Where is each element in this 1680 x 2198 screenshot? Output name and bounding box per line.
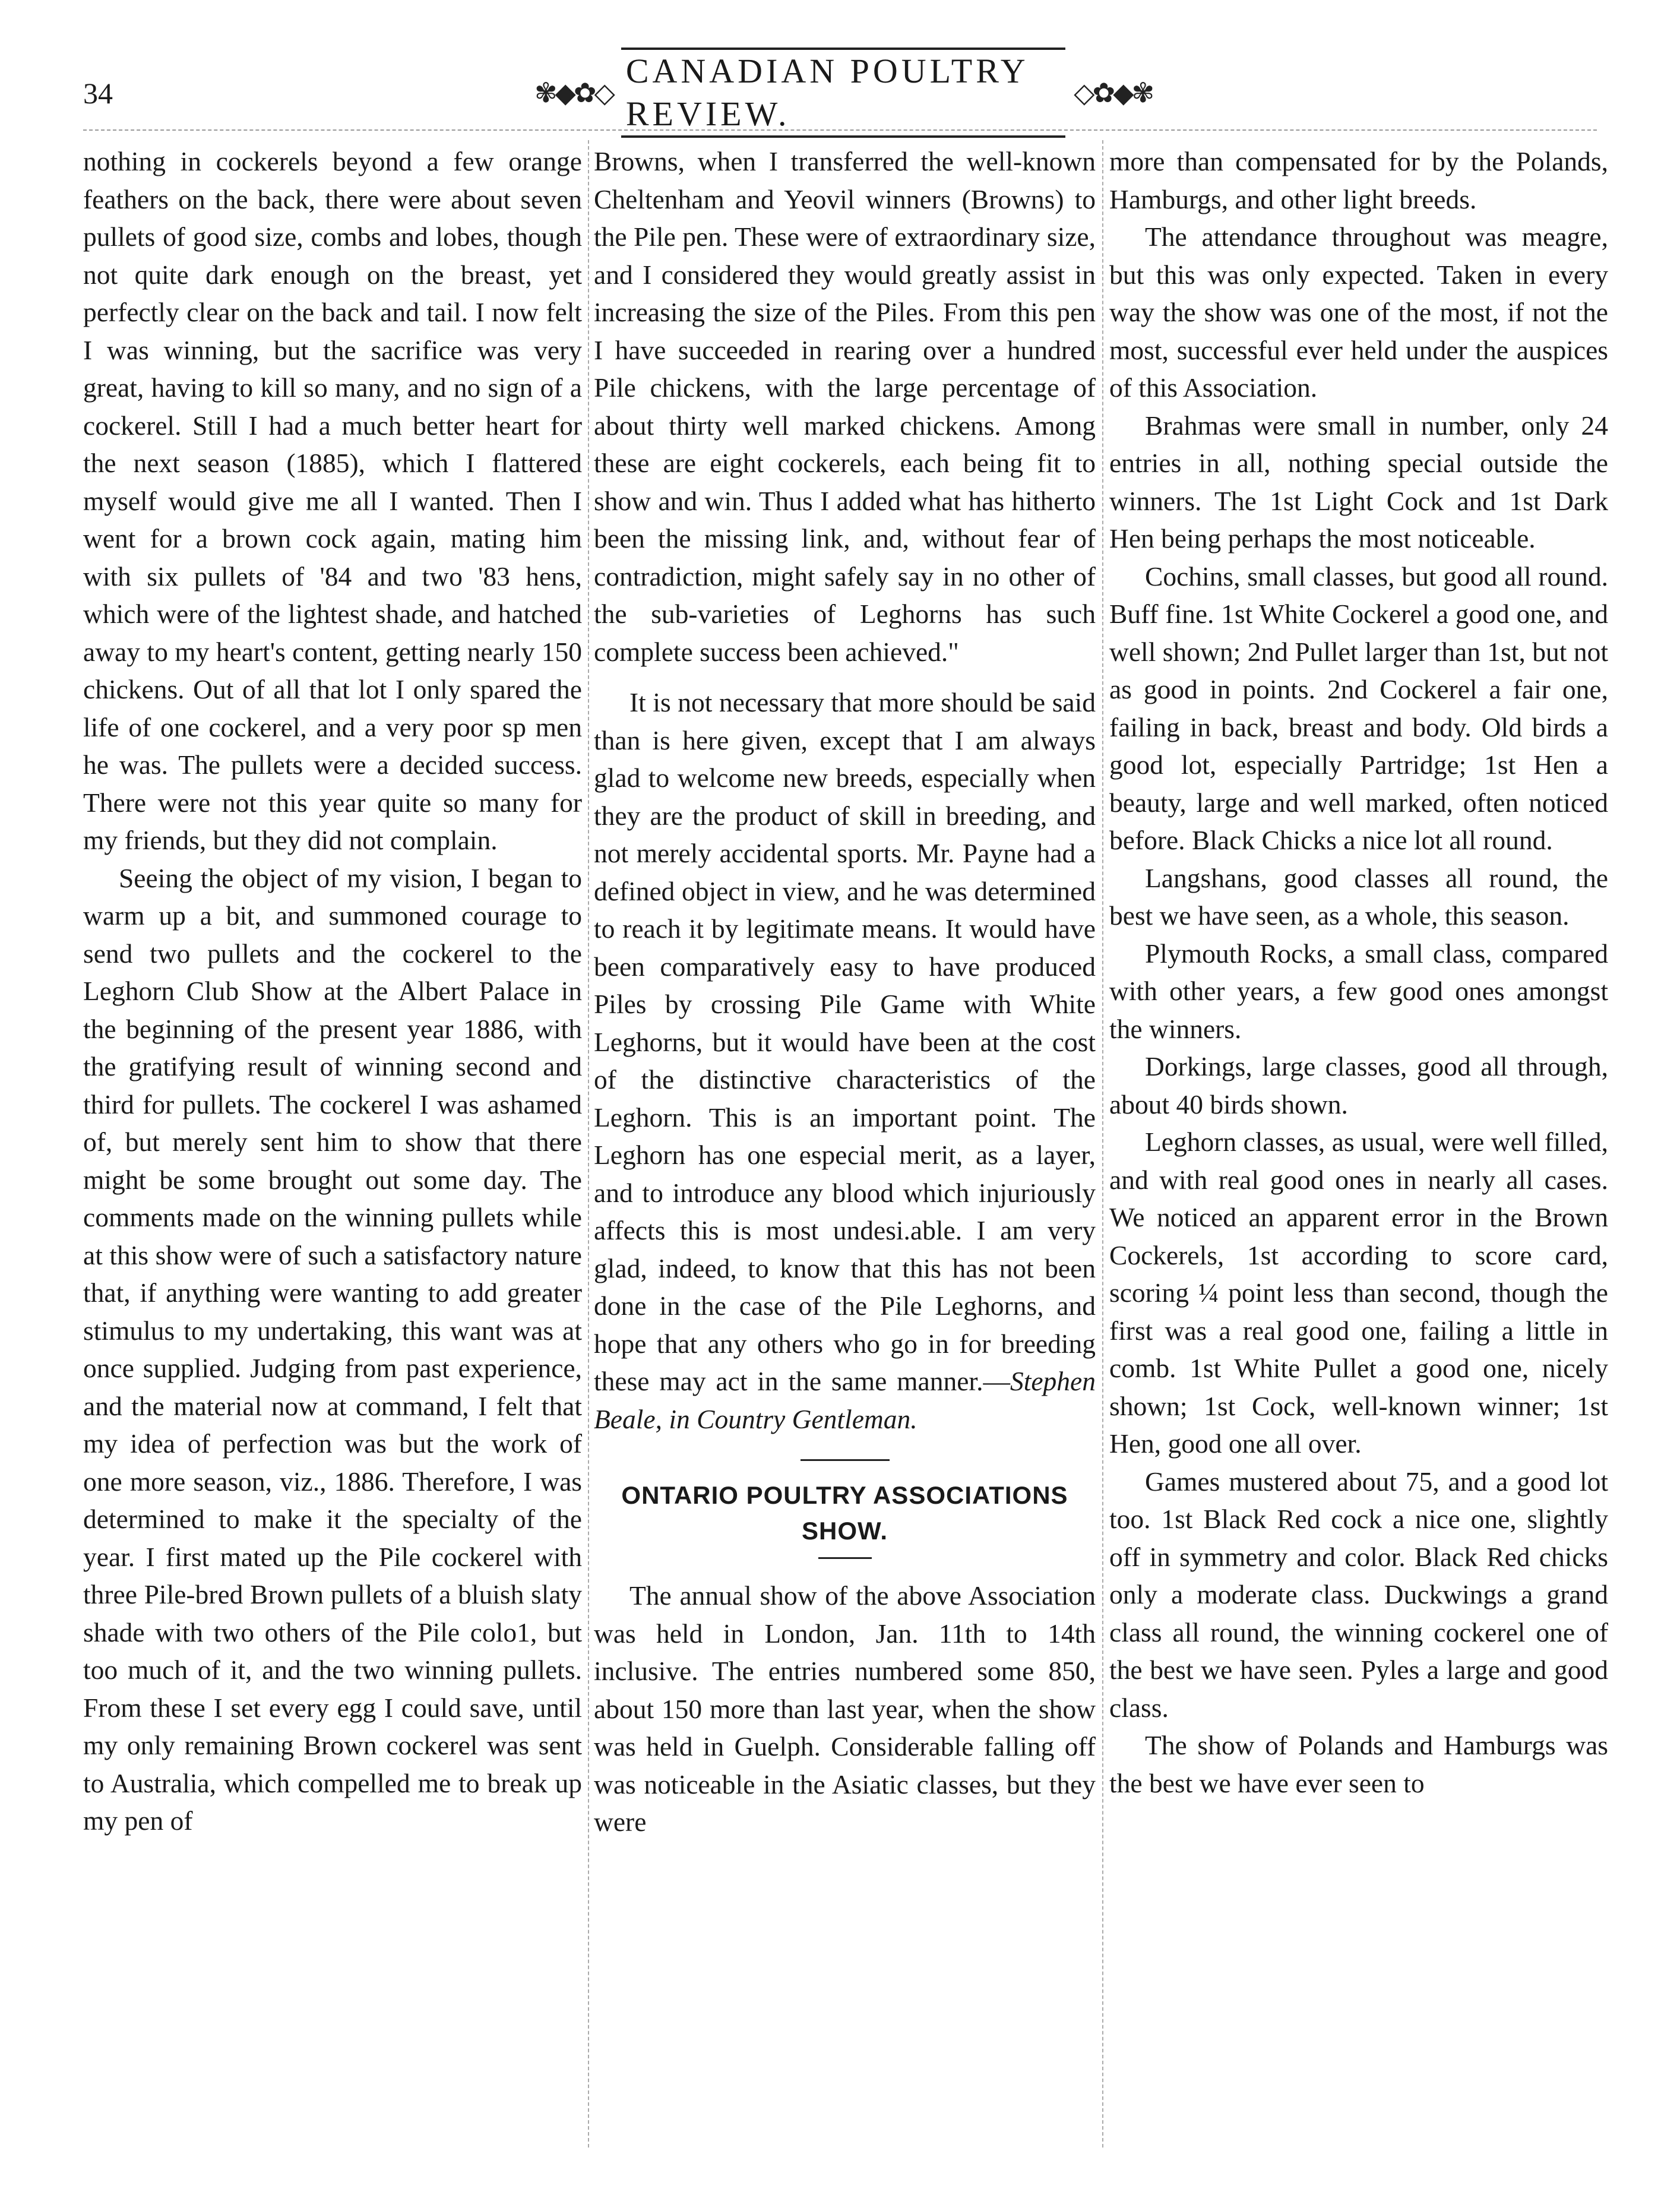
header-rule xyxy=(83,129,1597,131)
paragraph: Brahmas were small in number, only 24 entries in all, nothing special outside the winners. The 1st Light Cock and 1st Dark Hen being perhaps the most noticeable. xyxy=(1109,410,1608,554)
paragraph: The show of Polands and Hamburgs was the best we have ever seen to xyxy=(1109,1730,1608,1798)
column-3 xyxy=(1109,143,1608,2138)
paragraph xyxy=(594,684,1096,1438)
column-1 xyxy=(83,143,582,2138)
paragraph: The attendance throughout was meagre, but this was only expected. Taken in every way the show was one of the most, if not the most, successful ever held under the auspices of this Association. xyxy=(1109,222,1608,403)
paragraph: Seeing the object of my vision, I began to warm up a bit, and summoned courage to send two pullets and the cockerel to the Leghorn Club Show at the Albert Palace in the beginning of the present year 1886, with the gratifying result of winning second and third for pullets. The cockerel I was ashamed of, but merely sent him to show that there might be some brought out some day. The comments made on the winning pullets while at this show were of such a satisfactory nature that, if anything were wanting to add greater stimulus to my undertaking, this want was at once supplied. Judging from past experience, and the material now at command, I felt that my idea of perfection was but the work of one more season, viz., 1886. Therefore, I was determined to make it the specialty of the year. I first mated up the Pile cockerel with three Pile-bred Brown pullets of a bluish slaty shade with two others of the Pile colo1, but too much of it, and the two winning pullets. From these I set every egg I could save, until my only remaining Brown cockerel was sent to Australia, which compelled me to break up my pen of xyxy=(83,862,582,1836)
section-rule xyxy=(801,1459,890,1461)
column-divider xyxy=(1102,140,1103,2148)
column-divider xyxy=(588,140,589,2148)
paragraph: more than compensated for by the Polands, Hamburgs, and other light breeds. xyxy=(1109,146,1608,214)
paragraph: Dorkings, large classes, good all through, about 40 birds shown. xyxy=(1109,1051,1608,1119)
right-ornament-icon: ◇✿◆✾ xyxy=(1074,78,1152,108)
section-rule xyxy=(818,1557,872,1559)
column-2 xyxy=(594,143,1096,2138)
paragraph: Browns, when I transferred the well-known Cheltenham and Yeovil winners (Browns) to the Pile pen. These were of extraordinary size, and I considered they would greatly assist in increasing the size of the Piles. From this pen I have succeeded in rearing over a hundred Pile chickens, with the large percentage of about thirty well marked chickens. Among these are eight cockerels, each being fit to show and win. Thus I added what has hitherto been the missing link, and, without fear of contradiction, might safely say in no other of the sub-varieties of Leghorns has such complete success been achieved." xyxy=(594,146,1096,667)
left-ornament-icon: ✾◆✿◇ xyxy=(534,78,613,108)
paragraph: Plymouth Rocks, a small class, compared with other years, a few good ones amongst the winners. xyxy=(1109,938,1608,1044)
paragraph-text: It is not necessary that more should be said than is here given, except that I am always glad to welcome new breeds, especially when they are the product of skill in breeding, and not merely accidental sports. Mr. Payne had a defined object in view, and he was determined to reach it by legitimate means. It would have been comparatively easy to have produced Piles by crossing Pile Game with White Leghorns, but it would have been at the cost of the distinctive characteristics of the Leghorn. This is an important point. The Leghorn has one especial merit, as a layer, and to introduce any blood which injuriously affects this is most undesi.able. I am very glad, indeed, to know that this has not been done in the case of the Pile Leghorns, and hope that any others who go in for breeding these may act in the same manner.— xyxy=(594,687,1096,1396)
page-number: 34 xyxy=(83,77,113,110)
section-heading: ONTARIO POULTRY ASSOCIATIONS SHOW. xyxy=(621,1481,1068,1545)
masthead xyxy=(534,52,1152,133)
paragraph: nothing in cockerels beyond a few orange feathers on the back, there were about seven pullets of good size, combs and lobes, though not quite dark enough on the breast, yet perfectly clear on the back and tail. I now felt I was winning, but the sacrifice was very great, having to kill so many, and no sign of a cockerel. Still I had a much better heart for the next season (1885), which I flattered myself would give me all I wanted. Then I went for a brown cock again, mating him with six pullets of '84 and two '83 hens, which were of the lightest shade, and hatched away to my heart's content, getting nearly 150 chickens. Out of all that lot I only spared the life of one cockerel, and a very poor sp men he was. The pullets were a decided success. There were not this year quite so many for my friends, but they did not complain. xyxy=(83,146,582,855)
paragraph: Cochins, small classes, but good all round. Buff fine. 1st White Cockerel a good one, and well shown; 2nd Pullet larger than 1st, but not as good in points. 2nd Cockerel a fair one, failing in back, breast and body. Old birds a good lot, especially Partridge; 1st Hen a beauty, large and well marked, often noticed before. Black Chicks a nice lot all round. xyxy=(1109,561,1608,855)
paragraph: The annual show of the above Association was held in London, Jan. 11th to 14th inclusive. The entries numbered some 850, about 150 more than last year, when the show was held in Guelph. Considerable falling off was noticeable in the Asiatic classes, but they were xyxy=(594,1580,1096,1837)
author-credit: Stephen Beale, in Country Gentleman. xyxy=(594,1366,1096,1434)
journal-title: CANADIAN POULTRY REVIEW. xyxy=(621,48,1065,138)
paragraph: Leghorn classes, as usual, were well filled, and with real good ones in nearly all cases. We noticed an apparent error in the Brown Cockerels, 1st according to score card, scoring ¼ point less than second, though the first was a real good one, failing a little in comb. 1st White Pullet a good one, nicely shown; 1st Cock, well-known winner; 1st Hen, good one all over. xyxy=(1109,1127,1608,1459)
paragraph: Langshans, good classes all round, the best we have seen, as a whole, this season. xyxy=(1109,862,1608,931)
paragraph: Games mustered about 75, and a good lot too. 1st Black Red cock a nice one, slightly off in symmetry and color. Black Red chicks only a moderate class. Duckwings a grand class all round, the winning cockerel one of the best we have seen. Pyles a large and good class. xyxy=(1109,1466,1608,1723)
